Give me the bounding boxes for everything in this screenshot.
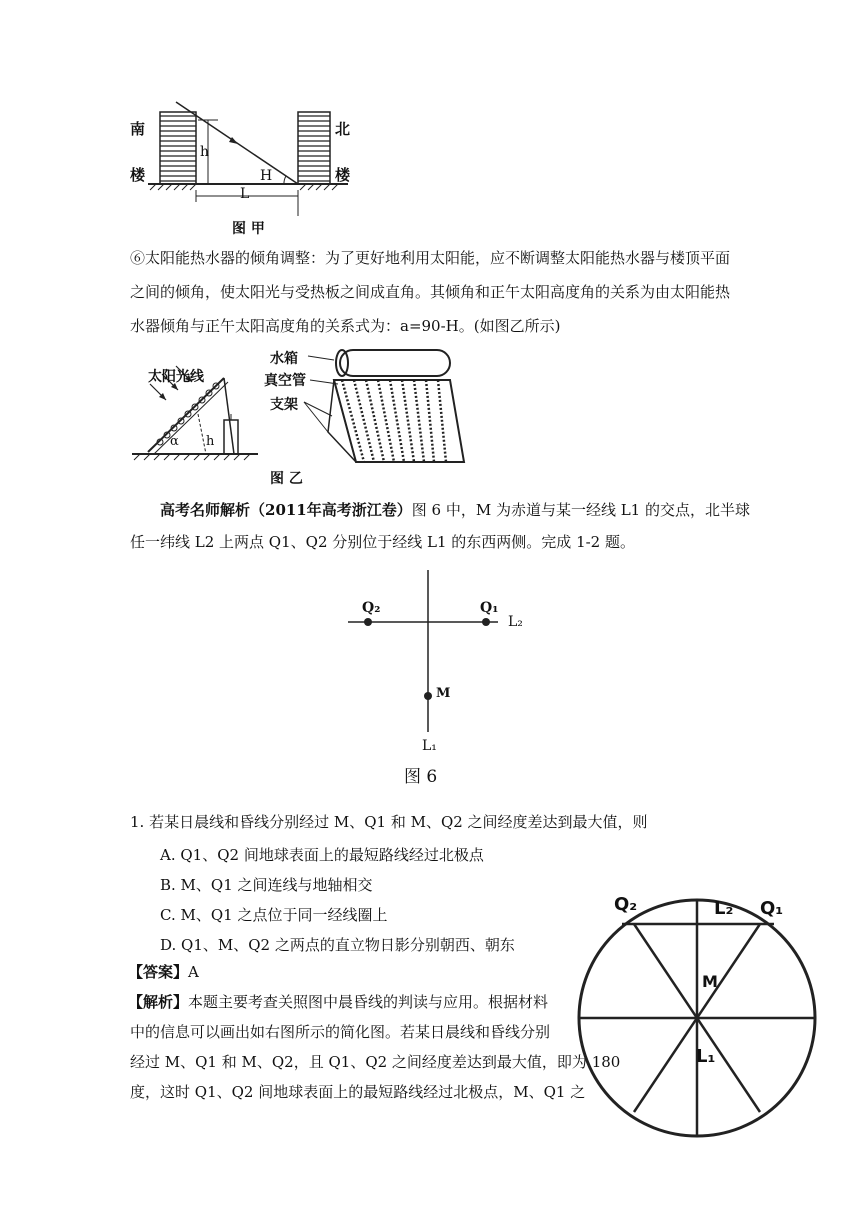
south-label: 南: [130, 120, 146, 138]
circle-figure: [574, 890, 824, 1140]
answer-value: A: [188, 963, 199, 981]
l1-label: L₁: [422, 738, 437, 754]
north-building-label: 楼: [335, 166, 351, 184]
circle-l1-label: L₁: [696, 1046, 716, 1067]
paragraph-item6-line3: 水器倾角与正午太阳高度角的关系式为：a=90-H。(如图乙所示): [130, 317, 561, 335]
analysis-text-1: 本题主要考查关照图中晨昏线的判读与应用。根据材料: [188, 993, 549, 1011]
answer-line: [128, 962, 199, 982]
paragraph-item6-line1: ⑥太阳能热水器的倾角调整：为了更好地利用太阳能，应不断调整太阳能热水器与楼顶平面: [130, 249, 731, 267]
sunlight-label: 太阳光线: [148, 369, 204, 385]
question-1-stem: 1. 若某日晨线和昏线分别经过 M、Q1 和 M、Q2 之间经度差达到最大值，则: [130, 813, 648, 831]
vacuum-tube-label: 真空管: [264, 373, 306, 389]
paragraph-item6-line2: 之间的倾角，使太阳光与受热板之间成直角。其倾角和正午太阳高度角的关系为由太阳能热: [130, 283, 731, 301]
frame-label: 支架: [270, 397, 298, 413]
l2-label: L₂: [508, 614, 523, 630]
distance-label-L: L: [240, 186, 250, 202]
circle-q2-label: Q₂: [614, 894, 638, 915]
option-d: D. Q1、M、Q2 之两点的直立物日影分别朝西、朝东: [160, 936, 515, 954]
analysis-line2: 中的信息可以画出如右图所示的简化图。若某日晨线和昏线分别: [130, 1023, 551, 1041]
q1-label: Q₁: [480, 600, 499, 616]
option-c: C. M、Q1 之点位于同一经线圈上: [160, 906, 388, 924]
intro-line1: [160, 500, 750, 520]
figure-yi-caption: 图 乙: [270, 471, 303, 487]
m-label: M: [436, 686, 451, 701]
figure-6: [348, 570, 538, 786]
circle-q1-label: Q₁: [760, 898, 784, 919]
height-label-h: h: [206, 434, 215, 449]
q2-label: Q₂: [362, 600, 381, 616]
figure-jia: [128, 100, 368, 240]
north-label: 北: [335, 120, 351, 138]
circle-figure-drawing: [574, 890, 824, 1140]
analysis-bracket: 【解析】: [128, 993, 189, 1011]
alpha-label: α: [170, 434, 179, 449]
intro-line2: 任一纬线 L2 上两点 Q1、Q2 分别位于经线 L1 的东西两侧。完成 1-2 题。: [130, 533, 635, 551]
option-b: B. M、Q1 之间连线与地轴相交: [160, 876, 373, 894]
intro-bold-prefix: 高考名师解析（2011年高考浙江卷）: [160, 501, 412, 519]
circle-m-label: M: [702, 972, 718, 991]
option-a: A. Q1、Q2 间地球表面上的最短路线经过北极点: [160, 846, 484, 864]
figure-jia-caption: 图 甲: [232, 221, 265, 237]
south-building-label: 楼: [130, 166, 146, 184]
figure-6-caption: 图 6: [404, 767, 438, 787]
analysis-line4: 度，这时 Q1、Q2 间地球表面上的最短路线经过北极点，M、Q1 之: [130, 1083, 586, 1101]
figure-yi: [128, 344, 468, 492]
angle-label-H: H: [260, 168, 273, 184]
intro-line1-rest: 图 6 中，M 为赤道与某一经线 L1 的交点，北半球: [411, 501, 750, 519]
analysis-line3: 经过 M、Q1 和 M、Q2，且 Q1、Q2 之间经度差达到最大值，即为 180: [130, 1053, 621, 1071]
circle-l2-label: L₂: [714, 898, 734, 919]
height-label-h: h: [200, 144, 210, 160]
water-tank-label: 水箱: [270, 351, 298, 367]
analysis-line1: [128, 992, 548, 1012]
answer-bracket: 【答案】: [128, 963, 189, 981]
